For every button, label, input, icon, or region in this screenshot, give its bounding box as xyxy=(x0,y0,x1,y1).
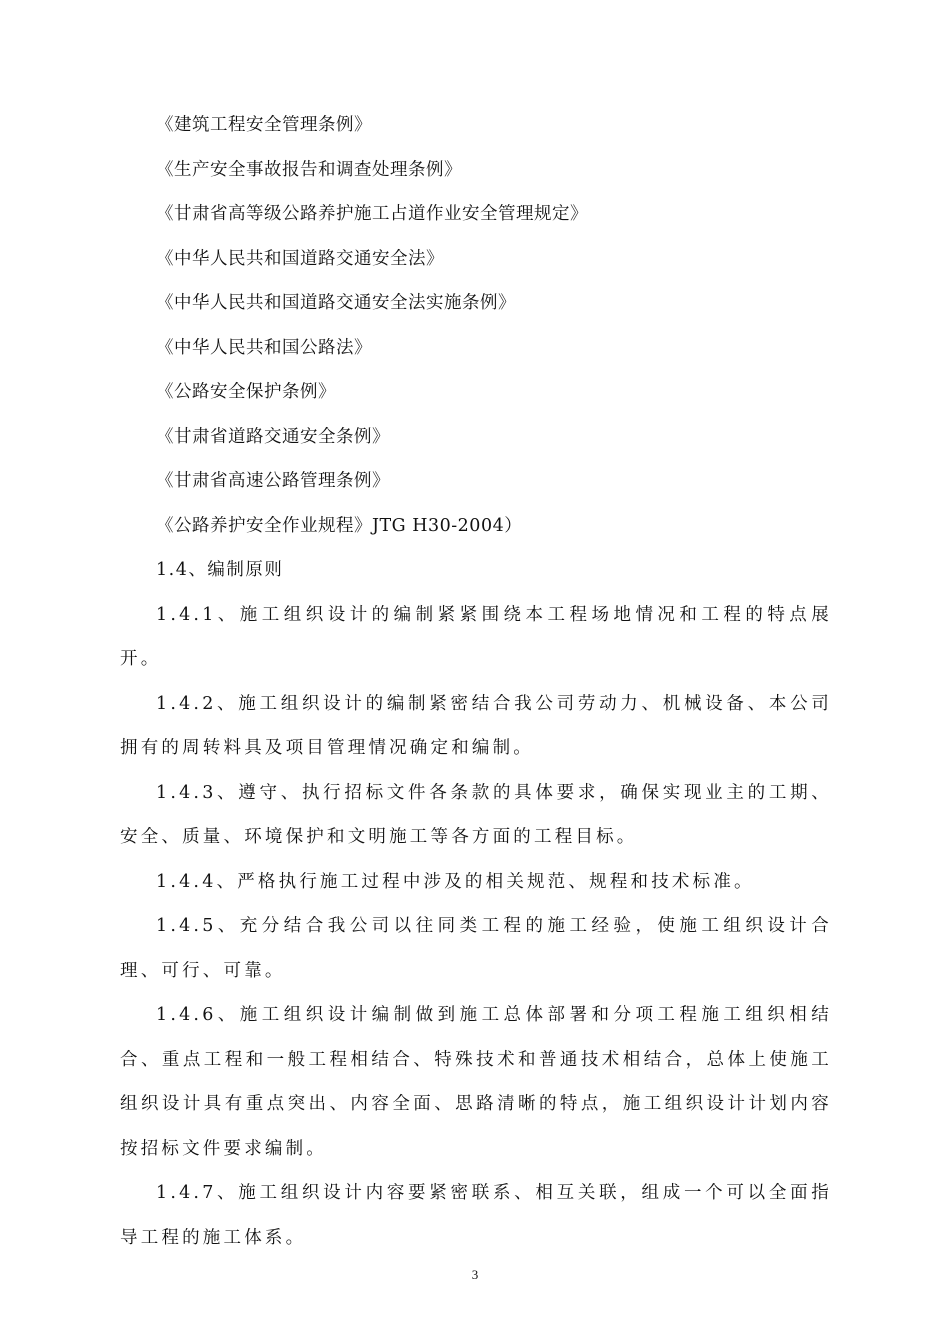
principle-paragraph: 1.4.3、遵守、执行招标文件各条款的具体要求，确保实现业主的工期、安全、质量、环境保护和文明施工等各方面的工程目标。 xyxy=(120,782,832,847)
principle-paragraph: 1.4.1、施工组织设计的编制紧紧围绕本工程场地情况和工程的特点展开。 xyxy=(120,604,832,669)
reference-item: 《建筑工程安全管理条例》 xyxy=(156,115,372,135)
principle-paragraph: 1.4.4、严格执行施工过程中涉及的相关规范、规程和技术标准。 xyxy=(156,871,755,892)
reference-item: 《公路养护安全作业规程》JTG H30-2004） xyxy=(156,515,523,536)
page-number: 3 xyxy=(471,1267,479,1282)
principle-paragraph: 1.4.6、施工组织设计编制做到施工总体部署和分项工程施工组织相结合、重点工程和一般工程相结合、特殊技术和普通技术相结合，总体上使施工组织设计具有重点突出、内容全面、思路清晰的特点，施工组织设计计划内容按招标文件要求编制。 xyxy=(120,1005,832,1159)
reference-item: 《公路安全保护条例》 xyxy=(156,382,336,402)
principle-paragraph: 1.4.5、充分结合我公司以往同类工程的施工经验，使施工组织设计合理、可行、可靠。 xyxy=(120,916,832,981)
reference-item: 《甘肃省高等级公路养护施工占道作业安全管理规定》 xyxy=(156,204,588,224)
principle-paragraph: 1.4.2、施工组织设计的编制紧密结合我公司劳动力、机械设备、本公司拥有的周转料具及项目管理情况确定和编制。 xyxy=(120,693,832,758)
page-content xyxy=(120,103,832,1260)
reference-item: 《中华人民共和国道路交通安全法》 xyxy=(156,248,444,269)
reference-item: 《生产安全事故报告和调查处理条例》 xyxy=(156,159,462,180)
section-heading: 1.4、编制原则 xyxy=(156,560,284,580)
reference-item: 《中华人民共和国道路交通安全法实施条例》 xyxy=(156,293,516,313)
reference-item: 《甘肃省道路交通安全条例》 xyxy=(156,426,390,447)
reference-item: 《中华人民共和国公路法》 xyxy=(156,337,372,358)
reference-item: 《甘肃省高速公路管理条例》 xyxy=(156,471,390,491)
principle-paragraph: 1.4.7、施工组织设计内容要紧密联系、相互关联，组成一个可以全面指导工程的施工体系。 xyxy=(120,1183,832,1248)
